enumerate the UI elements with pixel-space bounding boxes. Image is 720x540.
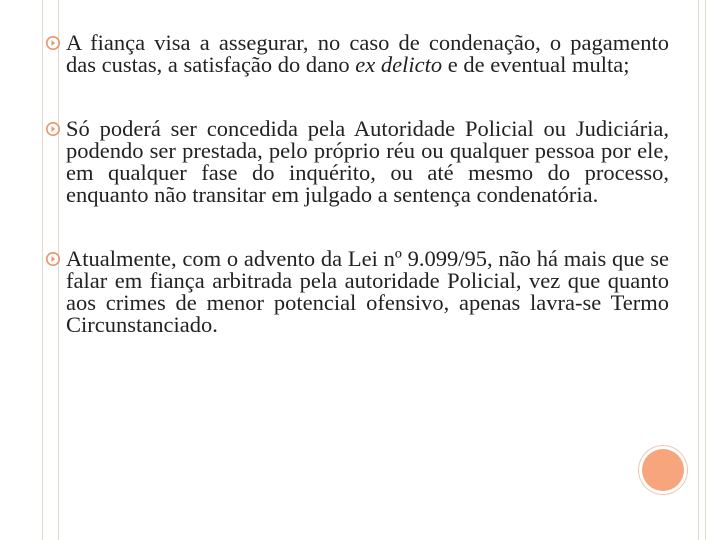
decorative-circle [642, 449, 684, 491]
bullet-item-2 [66, 118, 669, 206]
left-decorative-rail [42, 0, 59, 540]
bullet-item-3 [66, 248, 669, 336]
circled-arrow-icon [46, 252, 60, 266]
bullet-item-1 [66, 32, 669, 76]
circled-arrow-icon [46, 122, 60, 136]
right-decorative-line-inner [705, 0, 706, 540]
bullet-1-text-end: e de eventual multa; [442, 52, 630, 77]
bullet-3-text: Atualmente, com o advento da Lei nº 9.099/95, não há mais que se falar em fiança arbitrada pela autoridade Policial, vez que quanto aos crimes de menor potencial ofensivo, apenas lavra-se Termo Circunstanciado. [66, 246, 669, 337]
bullet-1-italic-term: ex delicto [355, 52, 443, 77]
right-decorative-line [698, 0, 699, 540]
bullet-1-text: A fiança visa a assegurar, no caso de condenação, o pagamento das custas, a satisfação do dano [66, 30, 669, 77]
bullet-list [66, 32, 669, 336]
circled-arrow-icon [46, 36, 60, 50]
bullet-2-text: Só poderá ser concedida pela Autoridade Policial ou Judiciária, podendo ser prestada, pelo próprio réu ou qualquer pessoa por ele, em qualquer fase do inquérito, ou até mesmo do processo, enquanto não transitar em julgado a sentença condenatória. [66, 116, 669, 207]
